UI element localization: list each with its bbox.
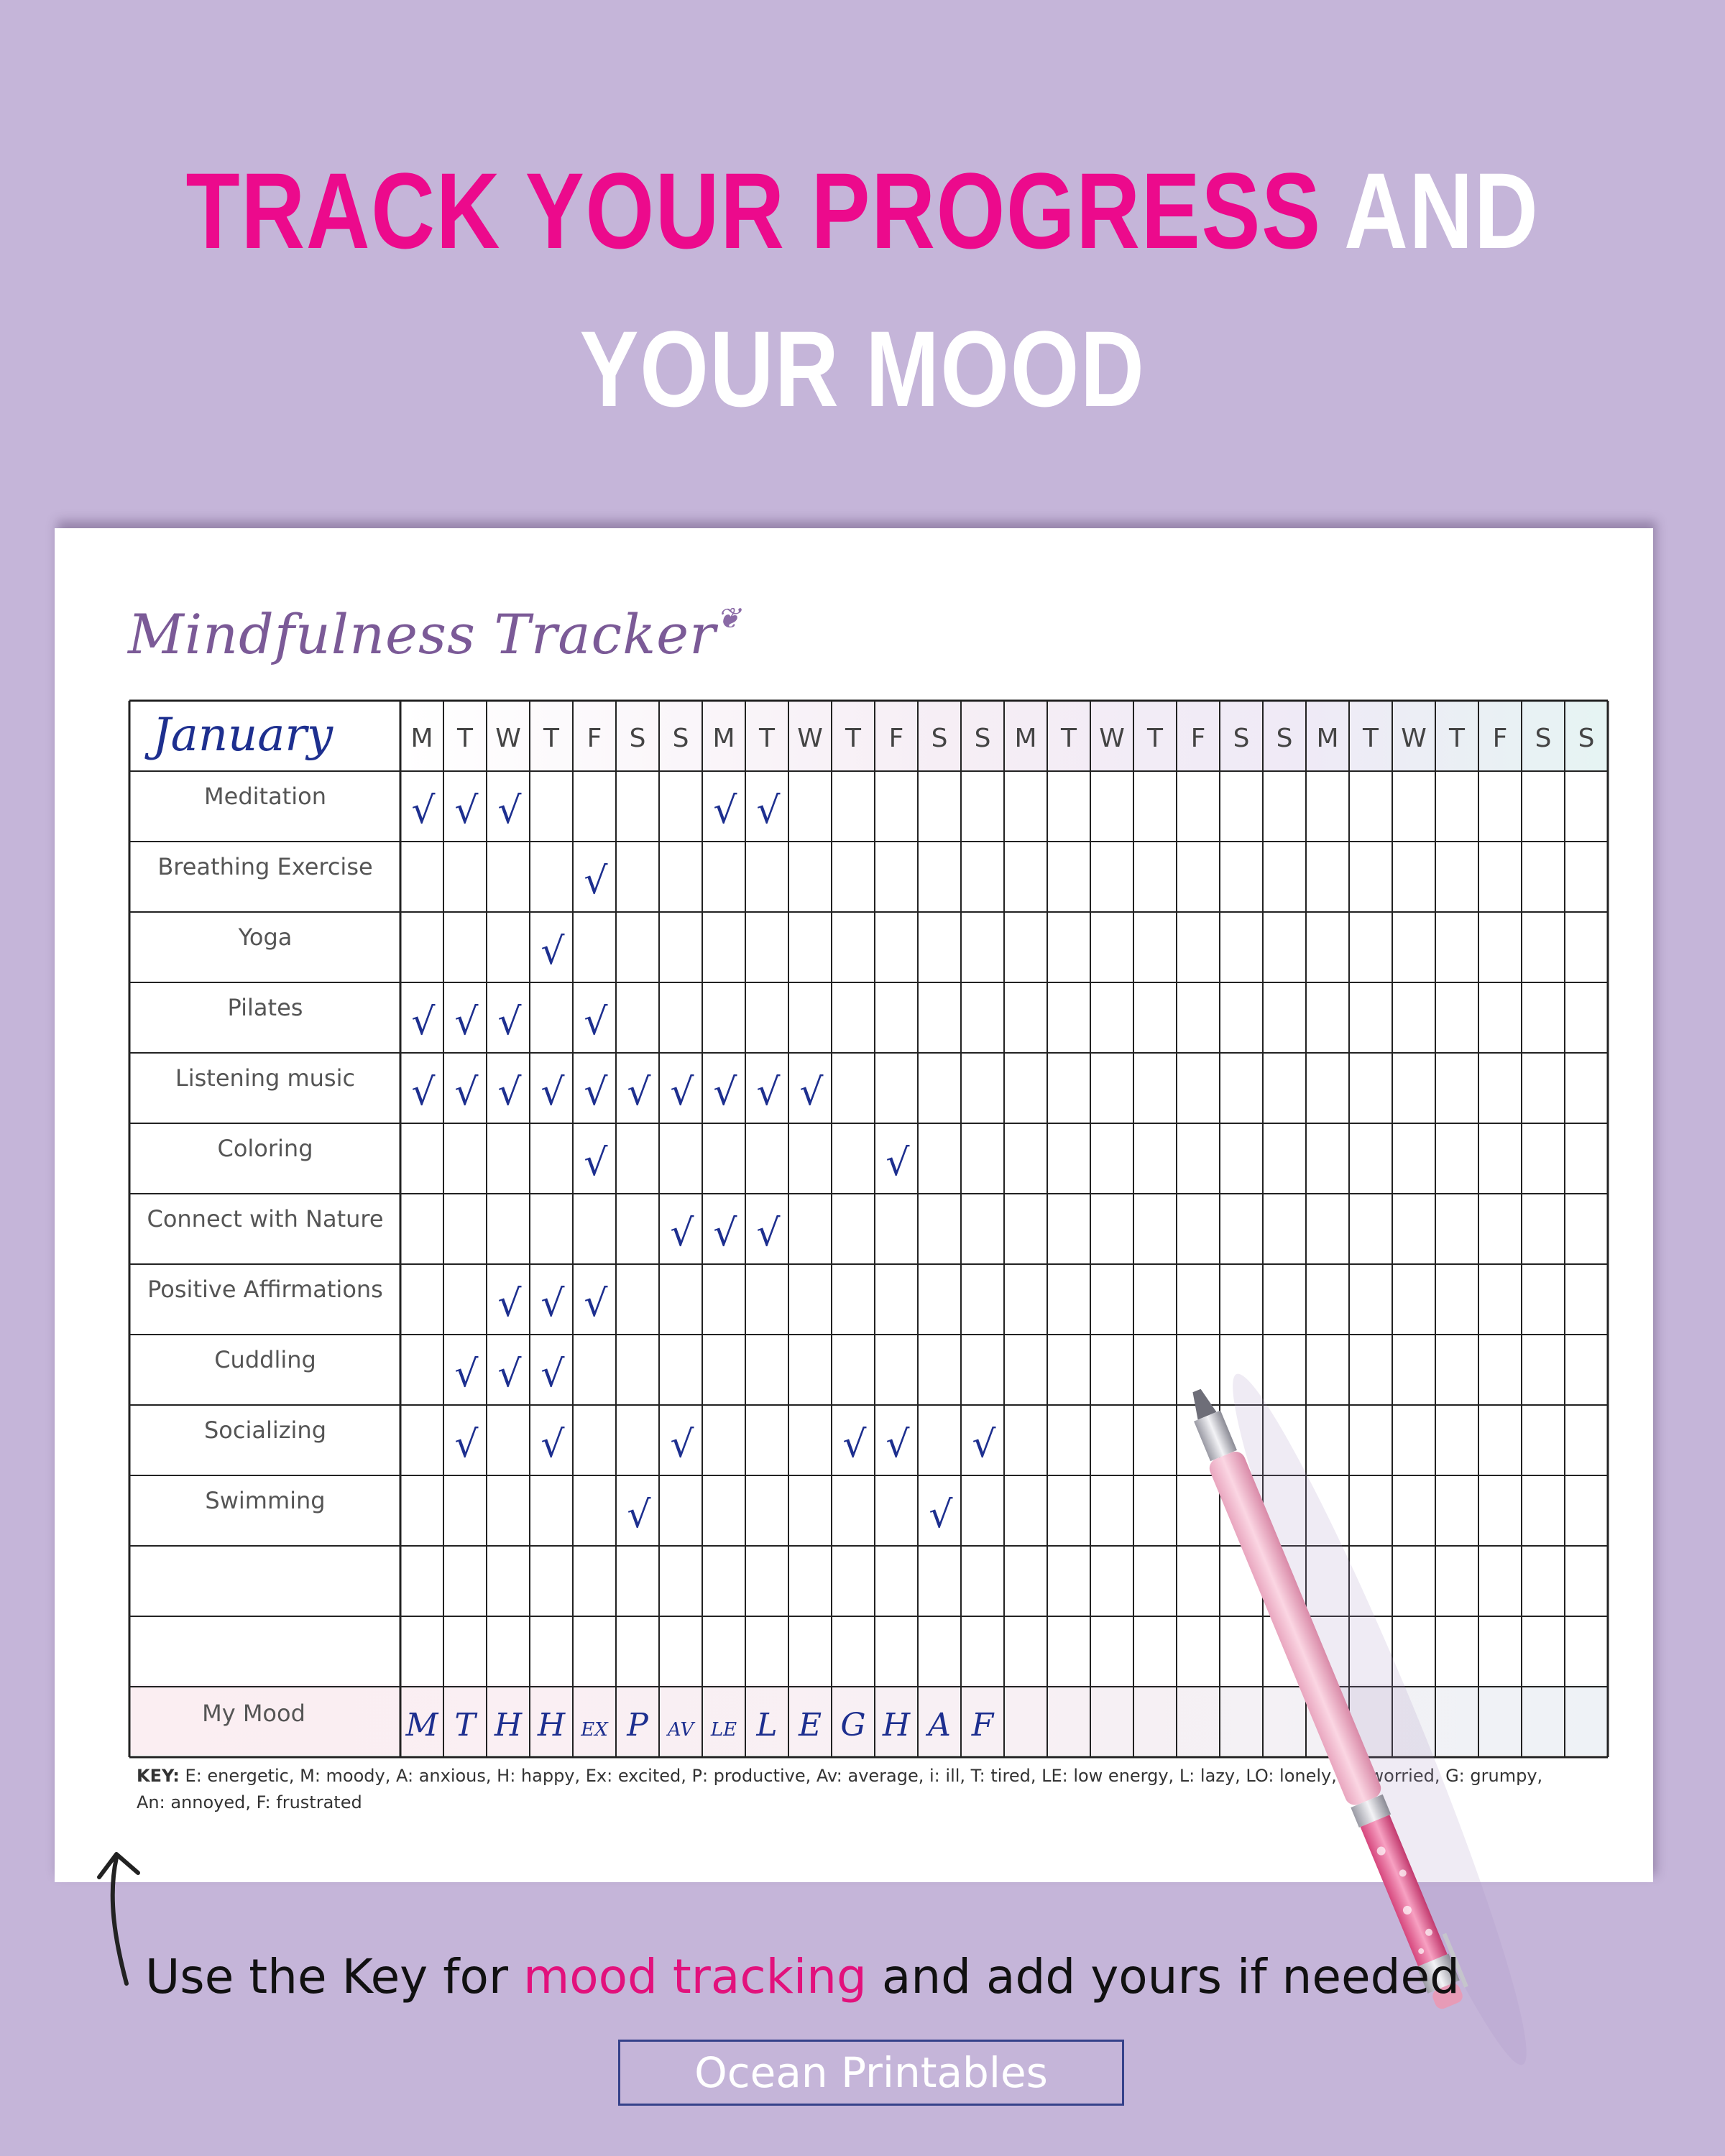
check-mark-0-2[interactable]: √ [497,789,522,832]
day-header-24: T [1449,724,1465,753]
row-label-1: Breathing Exercise [157,853,373,880]
day-header-13: S [974,724,991,753]
check-mark-5-11[interactable]: √ [886,1141,910,1184]
day-header-27: S [1578,724,1595,753]
row-label-10: Swimming [205,1487,326,1514]
mood-entry-7[interactable]: LE [710,1719,737,1741]
check-mark-4-0[interactable]: √ [411,1071,436,1114]
mood-row-label: My Mood [202,1700,305,1727]
day-header-4: F [586,724,602,753]
mood-entry-11[interactable]: H [882,1707,911,1743]
footer-text-pink: mood tracking [523,1949,867,2004]
row-label-2: Yoga [238,923,293,951]
check-mark-3-4[interactable]: √ [584,1000,608,1044]
key-label: KEY: [137,1766,180,1786]
row-label-7: Positive Affirmations [147,1276,383,1303]
day-header-5: S [629,724,646,753]
check-mark-4-2[interactable]: √ [497,1071,522,1114]
day-header-3: T [543,724,559,753]
check-mark-4-6[interactable]: √ [670,1071,694,1114]
check-mark-2-3[interactable]: √ [540,930,565,973]
mood-entry-4[interactable]: EX [581,1719,608,1741]
mood-entry-6[interactable]: AV [667,1719,694,1741]
check-mark-4-5[interactable]: √ [627,1071,651,1114]
check-mark-6-8[interactable]: √ [756,1212,781,1255]
day-header-26: S [1535,724,1552,753]
row-label-9: Socializing [203,1416,327,1444]
check-mark-0-7[interactable]: √ [713,789,737,832]
check-mark-9-11[interactable]: √ [886,1423,910,1466]
check-mark-4-9[interactable]: √ [799,1071,824,1114]
check-mark-10-5[interactable]: √ [627,1493,651,1537]
check-mark-0-1[interactable]: √ [454,789,479,832]
check-mark-10-12[interactable]: √ [929,1493,953,1537]
day-header-21: M [1316,724,1339,753]
row-label-5: Coloring [217,1135,313,1162]
day-header-10: T [845,724,861,753]
key-text: E: energetic, M: moody, A: anxious, H: happy, Ex: excited, P: productive, Av: average, i: ill, T: tired, LE: low energy, L: lazy, LO: lonely, W: worried, G: grumpy, [185,1766,1543,1786]
check-mark-3-0[interactable]: √ [411,1000,436,1044]
day-header-23: W [1401,724,1427,753]
mood-entry-3[interactable]: H [537,1707,566,1743]
mood-entry-9[interactable]: E [798,1707,822,1743]
check-mark-7-2[interactable]: √ [497,1282,522,1325]
mood-key-line-2: An: annoyed, F: frustrated [137,1792,362,1812]
day-header-12: S [931,724,948,753]
row-label-8: Cuddling [214,1346,316,1373]
day-header-16: W [1099,724,1125,753]
brand-badge[interactable]: Ocean Printables [618,2040,1124,2106]
day-header-7: M [712,724,735,753]
check-mark-3-1[interactable]: √ [454,1000,479,1044]
headline-line-2: YOUR MOOD [579,308,1146,429]
check-mark-0-8[interactable]: √ [756,789,781,832]
check-mark-8-1[interactable]: √ [454,1353,479,1396]
check-mark-9-6[interactable]: √ [670,1423,694,1466]
day-header-1: T [457,724,473,753]
footer-tagline [145,1949,1460,2004]
day-header-14: M [1014,724,1037,753]
check-mark-1-4[interactable]: √ [584,860,608,903]
mood-entry-0[interactable]: M [405,1707,438,1743]
day-header-19: S [1233,724,1250,753]
tracker-title-text: Mindfulness Tracker [128,602,717,666]
row-label-0: Meditation [204,783,326,810]
mood-entry-2[interactable]: H [494,1707,523,1743]
month-label[interactable]: January [152,709,334,762]
footer-text-before: Use the Key for [145,1949,523,2004]
check-mark-9-1[interactable]: √ [454,1423,479,1466]
day-header-9: W [797,724,823,753]
day-header-0: M [410,724,433,753]
feather-flourish-icon: ❦ [716,602,741,635]
row-label-3: Pilates [227,994,303,1021]
day-header-25: F [1492,724,1508,753]
mood-entry-12[interactable]: A [928,1707,951,1743]
mood-entry-5[interactable]: P [627,1707,648,1743]
check-mark-9-3[interactable]: √ [540,1423,565,1466]
check-mark-6-7[interactable]: √ [713,1212,737,1255]
check-mark-7-4[interactable]: √ [584,1282,608,1325]
day-header-17: T [1147,724,1163,753]
check-mark-6-6[interactable]: √ [670,1212,694,1255]
check-mark-7-3[interactable]: √ [540,1282,565,1325]
headline-pink-text: TRACK YOUR PROGRESS [185,150,1322,271]
check-mark-4-3[interactable]: √ [540,1071,565,1114]
check-mark-8-2[interactable]: √ [497,1353,522,1396]
mood-entry-1[interactable]: T [454,1707,476,1743]
check-mark-4-1[interactable]: √ [454,1071,479,1114]
check-mark-5-4[interactable]: √ [584,1141,608,1184]
headline-white-text: AND [1321,150,1540,271]
day-header-6: S [672,724,689,753]
day-header-11: F [888,724,904,753]
day-header-18: F [1190,724,1206,753]
row-label-4: Listening music [175,1064,356,1092]
day-header-8: T [759,724,775,753]
check-mark-4-8[interactable]: √ [756,1071,781,1114]
check-mark-9-10[interactable]: √ [842,1423,867,1466]
mood-entry-13[interactable]: F [971,1707,994,1743]
mood-entry-8[interactable]: L [756,1707,778,1743]
check-mark-3-2[interactable]: √ [497,1000,522,1044]
check-mark-9-13[interactable]: √ [972,1423,996,1466]
check-mark-4-7[interactable]: √ [713,1071,737,1114]
footer-text-after: and add yours if needed [866,1949,1460,2004]
mood-entry-10[interactable]: G [840,1707,866,1743]
day-header-22: T [1363,724,1379,753]
day-header-15: T [1061,724,1077,753]
row-label-6: Connect with Nature [147,1205,384,1233]
check-mark-0-0[interactable]: √ [411,789,436,832]
day-header-2: W [495,724,521,753]
check-mark-8-3[interactable]: √ [540,1353,565,1396]
day-header-20: S [1276,724,1293,753]
check-mark-4-4[interactable]: √ [584,1071,608,1114]
